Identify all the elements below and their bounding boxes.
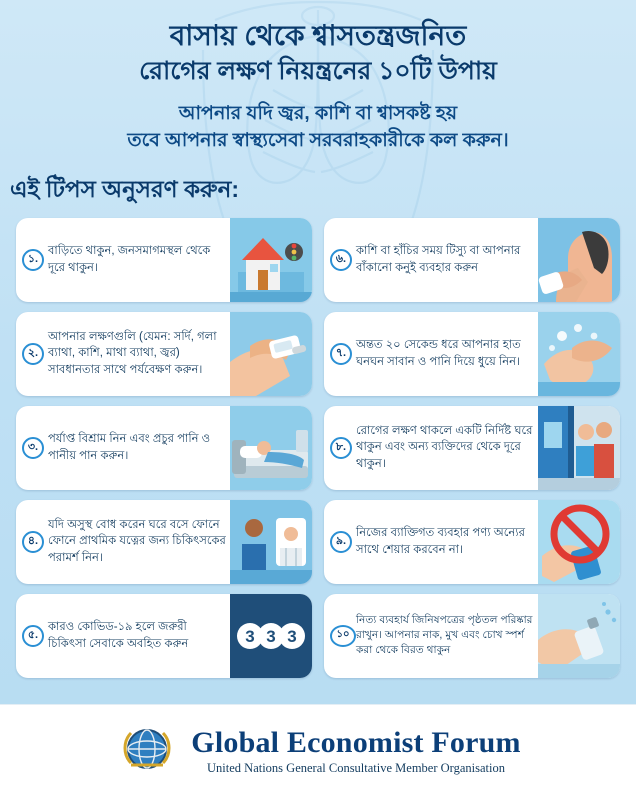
tip-number-1: ১. <box>22 249 44 271</box>
tip-art-7 <box>538 312 620 396</box>
tip-card-7 <box>324 312 620 396</box>
tip-art-2 <box>230 312 312 396</box>
tip-art-1 <box>230 218 312 302</box>
handwash-icon <box>538 312 620 396</box>
tip-text-4: যদি অসুস্থ বোধ করেন ঘরে বসে ফোনে ফোনে প্রাথমিক যত্নের জন্য চিকিৎসকের পরামর্শ নিন। <box>48 518 226 564</box>
tip-card-10 <box>324 594 620 678</box>
tip-number-4: ৪. <box>22 531 44 553</box>
tip-card-3 <box>16 406 312 490</box>
brand-subtitle: United Nations General Consultative Member Organisation <box>207 760 505 775</box>
tip-card-4 <box>16 500 312 584</box>
tip-number-5: ৫. <box>22 625 44 647</box>
tip-number-6: ৬. <box>330 249 352 271</box>
globe-laurel-logo-icon <box>115 719 179 783</box>
svg-text:3: 3 <box>287 626 297 646</box>
tip-number-10: ১০ <box>330 625 356 647</box>
tip-card-6 <box>324 218 620 302</box>
tip-art-4 <box>230 500 312 584</box>
tip-number-2: ২. <box>22 343 44 365</box>
tip-art-10 <box>538 594 620 678</box>
tip-card-8 <box>324 406 620 490</box>
tip-number-7: ৭. <box>330 343 352 365</box>
tip-card-5 <box>16 594 312 678</box>
tip-number-9: ৯. <box>330 531 352 553</box>
subtitle-line-2: তবে আপনার স্বাস্থ্যসেবা সরবরাহকারীকে কল করুন। <box>127 130 509 152</box>
bed-rest-icon <box>230 406 312 490</box>
cough-elbow-icon <box>538 218 620 302</box>
tip-text-6: কাশি বা হাঁচির সময় টিস্যু বা আপনার বাঁকানো কনুই ব্যবহার করুন <box>356 244 521 274</box>
no-sharing-icon <box>538 500 620 584</box>
poster-footer <box>0 704 636 800</box>
tip-art-5 <box>230 594 312 678</box>
telemedicine-icon <box>230 500 312 584</box>
tip-text-9: নিজের ব্যাক্তিগত ব্যবহার পণ্য অন্যের সাথে শেয়ার করবেন না। <box>356 526 525 556</box>
tip-card-1 <box>16 218 312 302</box>
tip-number-8: ৮. <box>330 437 352 459</box>
tip-text-5: কারও কোভিড-১৯ হলে জরুরী চিকিৎসা সেবাকে অবহিত করুন <box>48 620 189 650</box>
house-icon <box>230 218 312 302</box>
tip-text-8: রোগের লক্ষণ থাকলে একটি নির্দিষ্ট ঘরে থাকুন এবং অন্য ব্যক্তিদের থেকে দূরে থাকুন। <box>356 424 533 470</box>
isolation-room-icon <box>538 406 620 490</box>
tip-art-6 <box>538 218 620 302</box>
title-line-2: রোগের লক্ষণ নিয়ন্ত্রনের ১০টি উপায় <box>139 57 497 85</box>
tip-art-8 <box>538 406 620 490</box>
tip-text-2: আপনার লক্ষণগুলি (যেমন: সর্দি, গলা ব্যাথা, কাশি, মাথা ব্যাথা, জ্বর) সাবধানতার সাথে পর্যবেক্ষণ করুন। <box>48 330 217 376</box>
tips-heading: এই টিপস অনুসরণ করুন: <box>10 175 240 202</box>
tips-grid <box>16 218 620 678</box>
thermometer-icon <box>230 312 312 396</box>
svg-text:3: 3 <box>266 626 276 646</box>
svg-text:3: 3 <box>245 626 255 646</box>
subtitle-line-1: আপনার যদি জ্বর, কাশি বা শ্বাসকষ্ট হয় <box>178 102 458 124</box>
tip-text-3: পর্যাপ্ত বিশ্রাম নিন এবং প্রচুর পানি ও পানীয় পান করুন। <box>48 432 211 462</box>
tip-text-10: নিত্য ব্যবহার্য জিনিষপত্রের পৃষ্ঠতল পরিষ্কার রাখুন। আপনার নাক, মুখ এবং চোখ স্পর্শ করা থেকে বিরত থাকুন <box>356 613 533 657</box>
tip-art-3 <box>230 406 312 490</box>
tip-card-2 <box>16 312 312 396</box>
title-line-1: বাসায় থেকে শ্বাসতন্ত্রজনিত <box>169 20 467 51</box>
disinfect-spray-icon <box>538 594 620 678</box>
tip-text-7: অন্তত ২০ সেকেন্ড ধরে আপনার হাত ঘনঘন সাবান ও পানি দিয়ে ধুয়ে নিন। <box>356 338 521 368</box>
tip-number-3: ৩. <box>22 437 44 459</box>
emergency-333-icon <box>230 594 312 678</box>
brand-name: Global Economist Forum <box>191 725 521 759</box>
tip-card-9 <box>324 500 620 584</box>
tip-text-1: বাড়িতে থাকুন, জনসমাগমস্থল থেকে দূরে থাকুন। <box>48 244 211 274</box>
poster-header <box>0 0 636 159</box>
tip-art-9 <box>538 500 620 584</box>
